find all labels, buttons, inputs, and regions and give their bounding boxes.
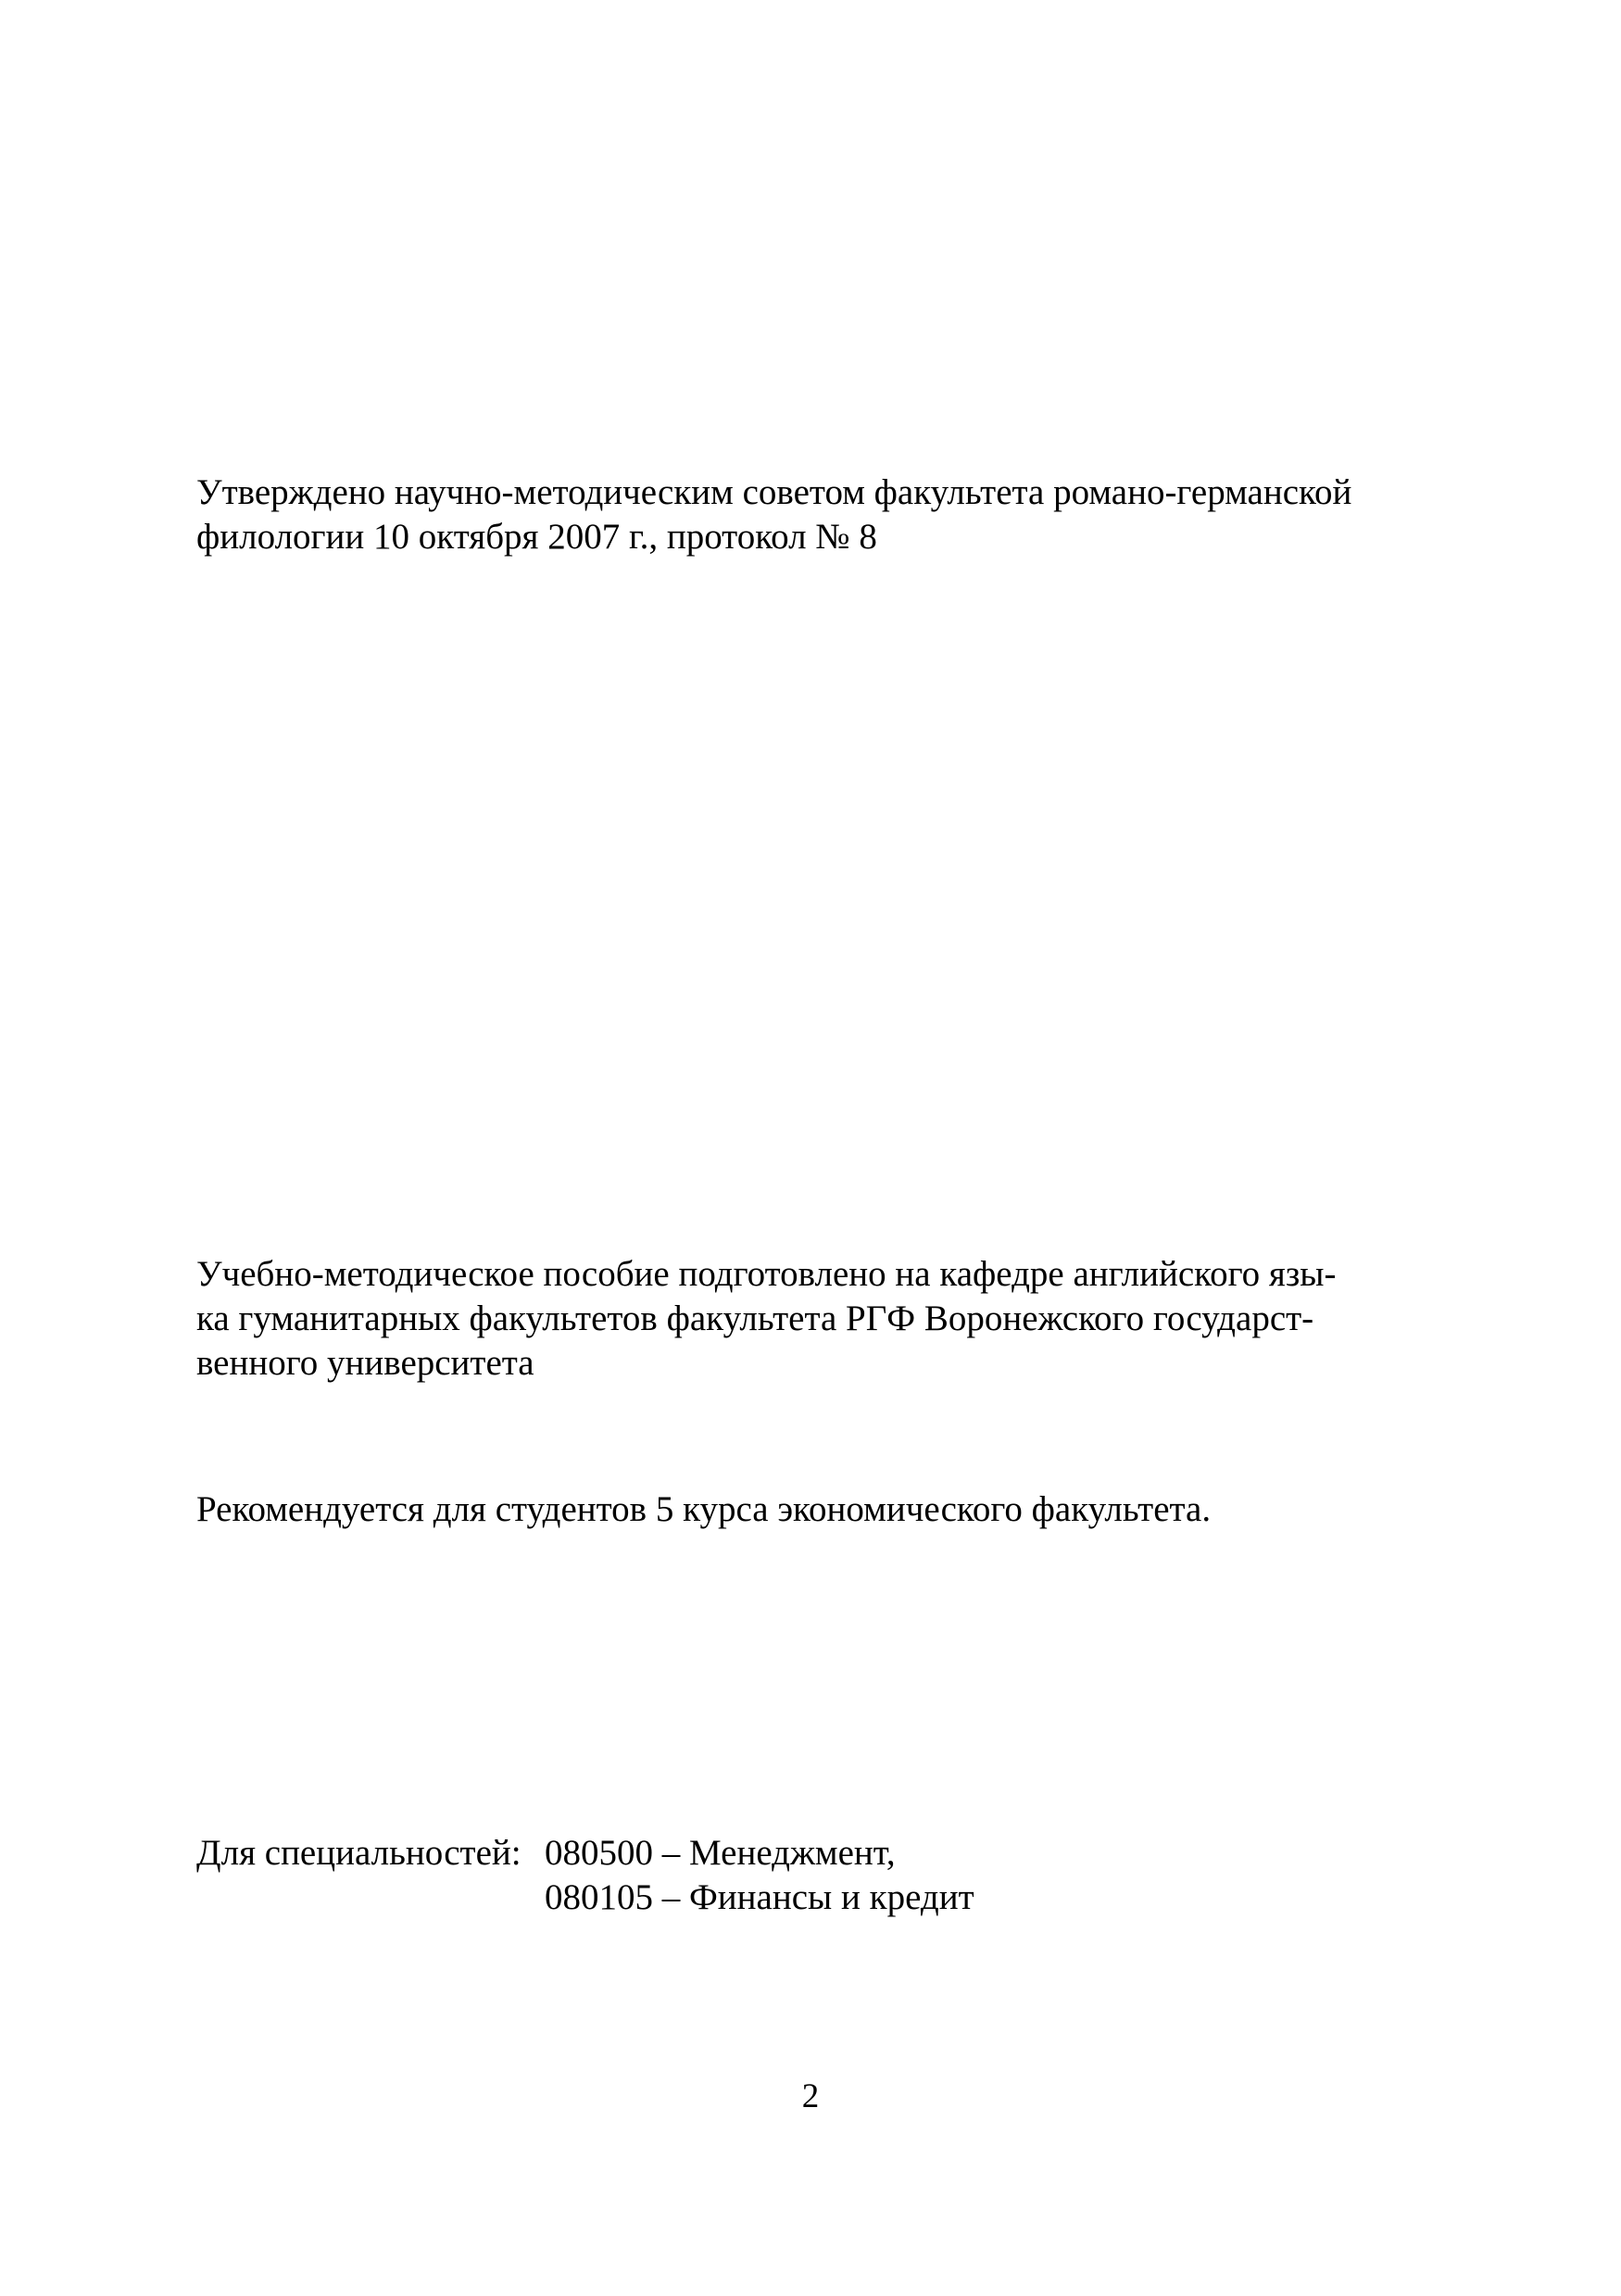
page-number: 2 xyxy=(801,2077,820,2115)
specialty-row-2 xyxy=(196,1876,974,1920)
approval-line-2: филологии 10 октября 2007 г., протокол № 8 xyxy=(196,517,877,557)
approval-note xyxy=(196,470,1351,559)
recommendation-note xyxy=(196,1487,1211,1532)
prepared-line-2: ка гуманитарных факультетов факультета РГФ Воронежского государст- xyxy=(196,1299,1314,1338)
specialty-item: 080500 – Менеджмент, xyxy=(545,1833,896,1873)
prepared-line-3: венного университета xyxy=(196,1343,534,1383)
prepared-note xyxy=(196,1252,1336,1386)
specialty-item: 080105 – Финансы и кредит xyxy=(545,1877,974,1917)
approval-line-1: Утверждено научно-методическим советом факультета романо-германской xyxy=(196,472,1352,512)
specialties-list xyxy=(196,1831,974,1920)
specialty-row-1 xyxy=(196,1831,974,1876)
specialties-label: Для специальностей: xyxy=(196,1833,521,1873)
prepared-line-1: Учебно-методическое пособие подготовлено на кафедре английского язы- xyxy=(196,1254,1337,1294)
recommendation-text: Рекомендуется для студентов 5 курса экономического факультета. xyxy=(196,1489,1212,1529)
